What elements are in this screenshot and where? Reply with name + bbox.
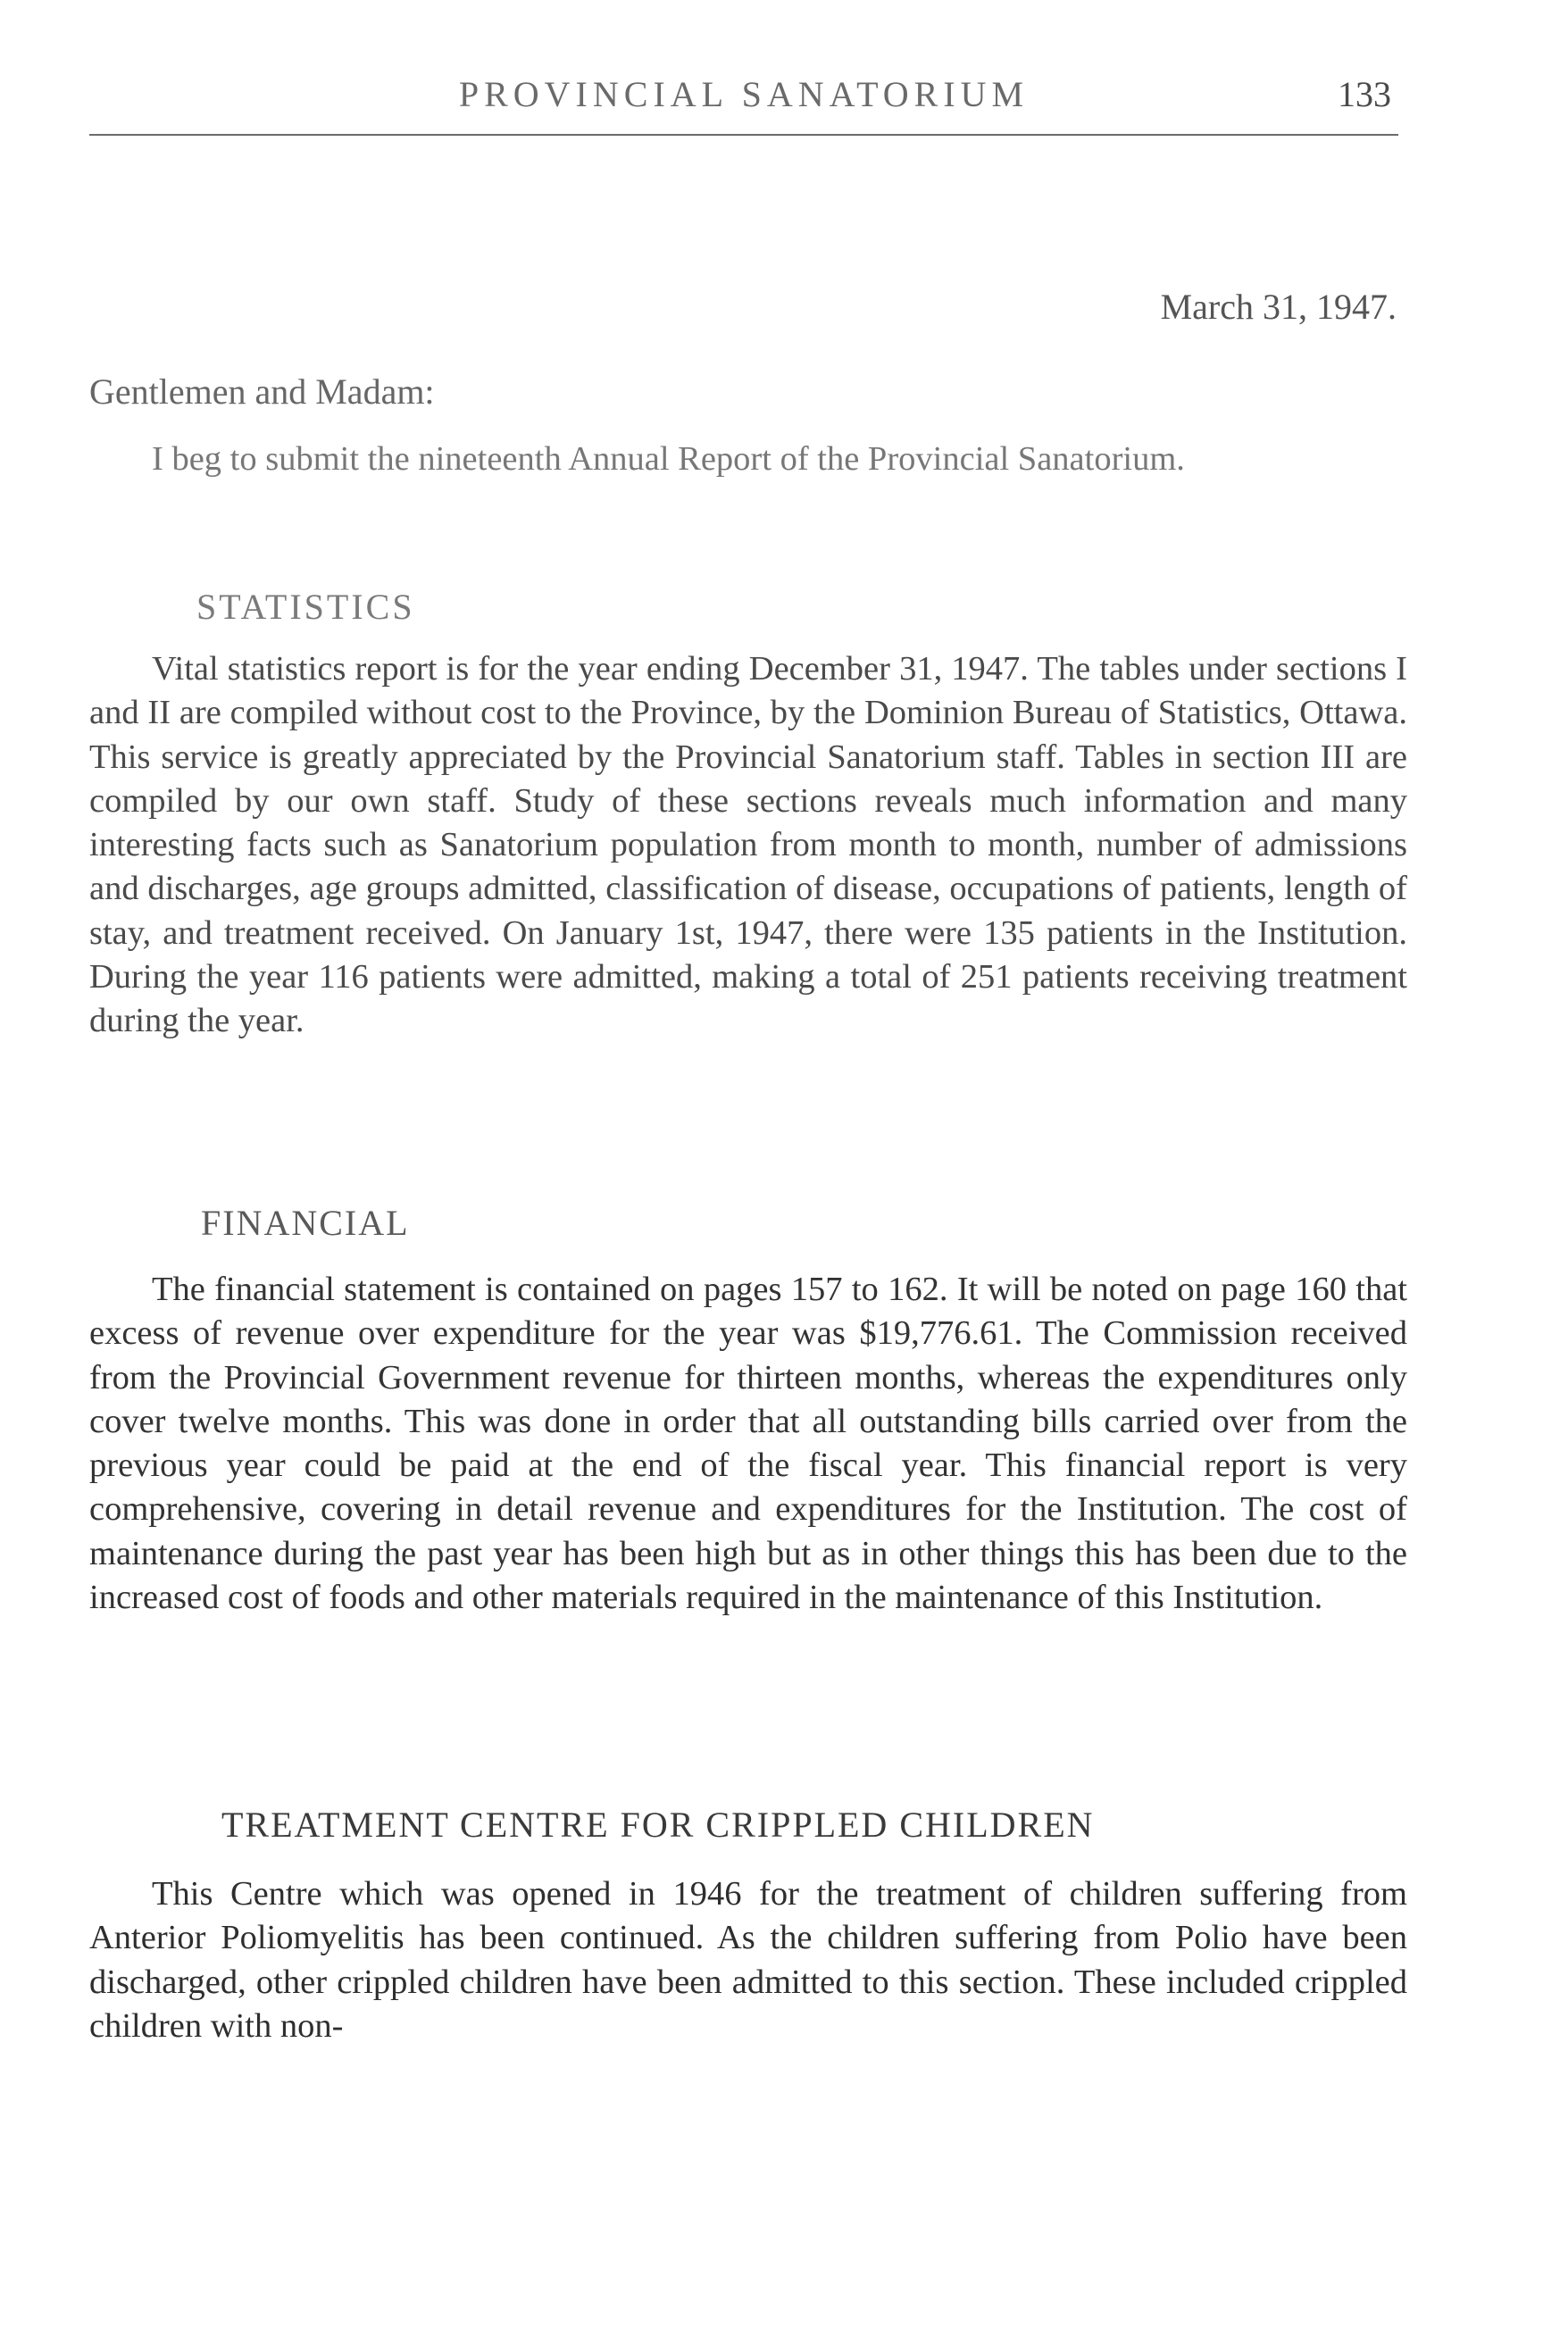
financial-heading: FINANCIAL	[201, 1203, 410, 1243]
letter-date: March 31, 1947.	[1160, 287, 1397, 327]
treatment-centre-heading: TREATMENT CENTRE FOR CRIPPLED CHILDREN	[221, 1805, 1095, 1845]
financial-paragraph: The financial statement is contained on pages 157 to 162. It will be noted on page 160 that excess of revenue over expenditure for the year was $19,776.61. The Commission received from the Provincial Government revenue for thirteen months, whereas the expenditures only cover twelve months. This was done in order that all outstanding bills carried over from the previous year could be paid at the end of the fiscal year. This financial report is very comprehensive, covering in detail revenue and expenditures for the Institution. The cost of maintenance during the past year has been high but as in other things this has been due to the increased cost of foods and other materials required in the maintenance of this Institution.	[89, 1271, 1407, 1617]
statistics-heading: STATISTICS	[196, 587, 415, 627]
running-title: PROVINCIAL SANATORIUM	[458, 74, 1030, 114]
statistics-paragraph: Vital statistics report is for the year ending December 31, 1947. The tables under sections I and II are compiled without cost to the Province, by the Dominion Bureau of Statistics, Ottawa. This service is greatly appreciated by the Provincial Sanatorium staff. Tables in section III are compiled by our own staff. Study of these sections reveals much information and many interesting facts such as Sanatorium population from month to month, number of admissions and discharges, age groups admitted, classification of disease, occupations of patients, length of stay, and treatment received. On January 1st, 1947, there were 135 patients in the Institution. During the year 116 patients were admitted, making a total of 251 patients receiving treatment during the year.	[89, 650, 1407, 1040]
salutation: Gentlemen and Madam:	[89, 371, 435, 412]
running-header	[89, 63, 1398, 136]
treatment-centre-paragraph: This Centre which was opened in 1946 for the treatment of children suffering from Anterior Poliomyelitis has been continued. As the children suffering from Polio have been discharged, other crippled children have been admitted to this section. These included crippled children with non-	[89, 1875, 1407, 2045]
intro-paragraph: I beg to submit the nineteenth Annual Report of the Provincial Sanatorium.	[152, 440, 1185, 478]
page-number: 133	[1338, 74, 1391, 114]
